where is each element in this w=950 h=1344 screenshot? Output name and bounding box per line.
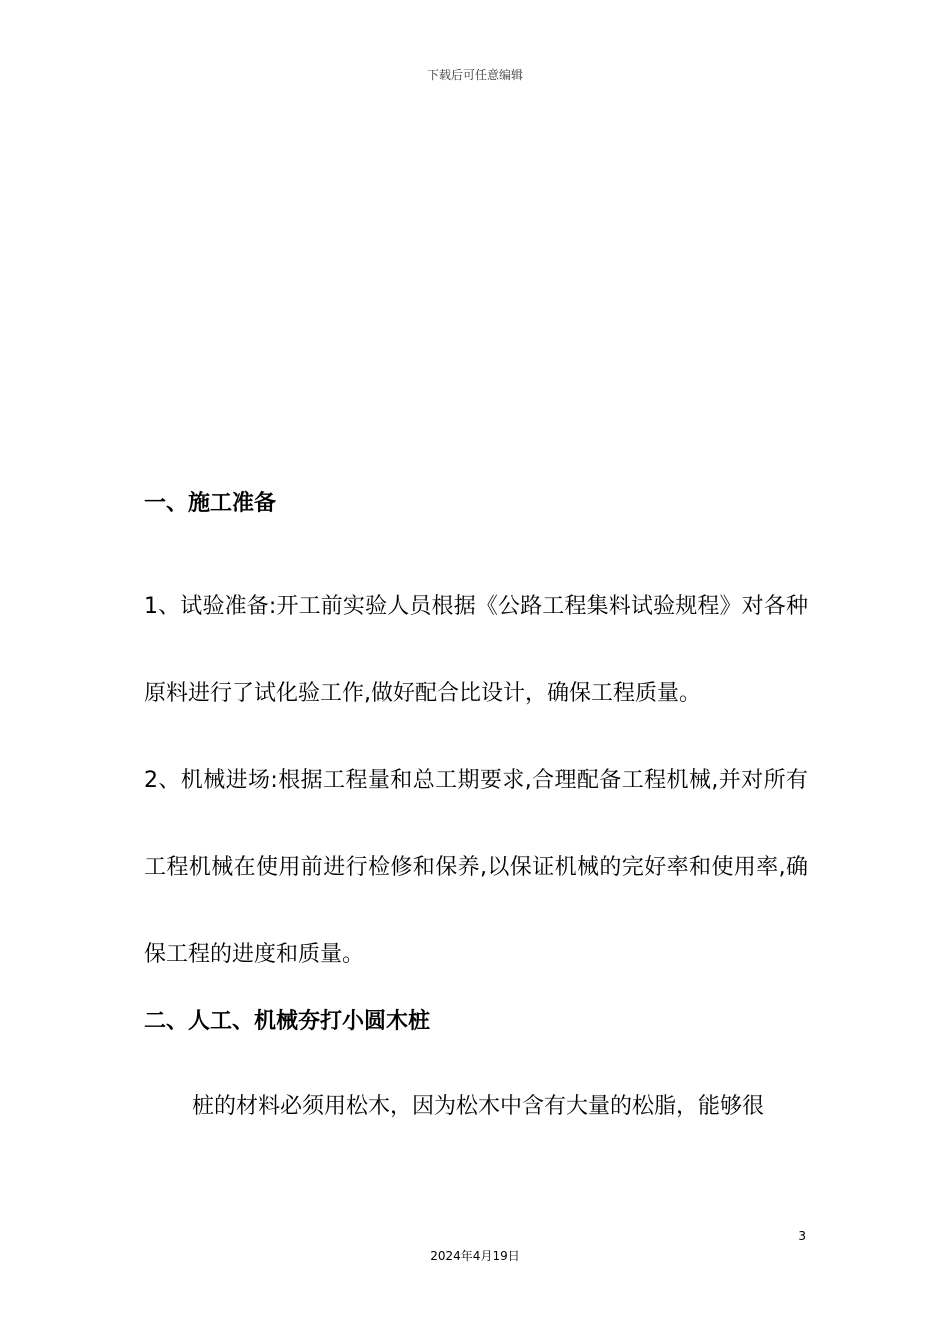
page-header: 下载后可任意编辑 [426, 68, 523, 82]
paragraph-3: 桩的材料必须用松木，因为松木中含有大量的松脂，能够很 [192, 1094, 765, 1119]
page-footer-date: 2024年4月19日 [430, 1249, 520, 1263]
page-number: 3 [798, 1229, 806, 1243]
section-heading-2: 二、人工、机械夯打小圆木桩 [144, 1009, 431, 1034]
document-body [144, 478, 808, 1150]
section-heading-1: 一、施工准备 [144, 491, 277, 516]
paragraph-2: 2、机械进场:根据工程量和总工期要求,合理配备工程机械,并对所有工程机械在使用前进行检修和保养,以保证机械的完好率和使用率,确保工程的进度和质量。 [144, 768, 808, 967]
paragraph-1: 1、试验准备:开工前实验人员根据《公路工程集料试验规程》对各种原料进行了试化验工作,做好配合比设计，确保工程质量。 [144, 594, 808, 706]
